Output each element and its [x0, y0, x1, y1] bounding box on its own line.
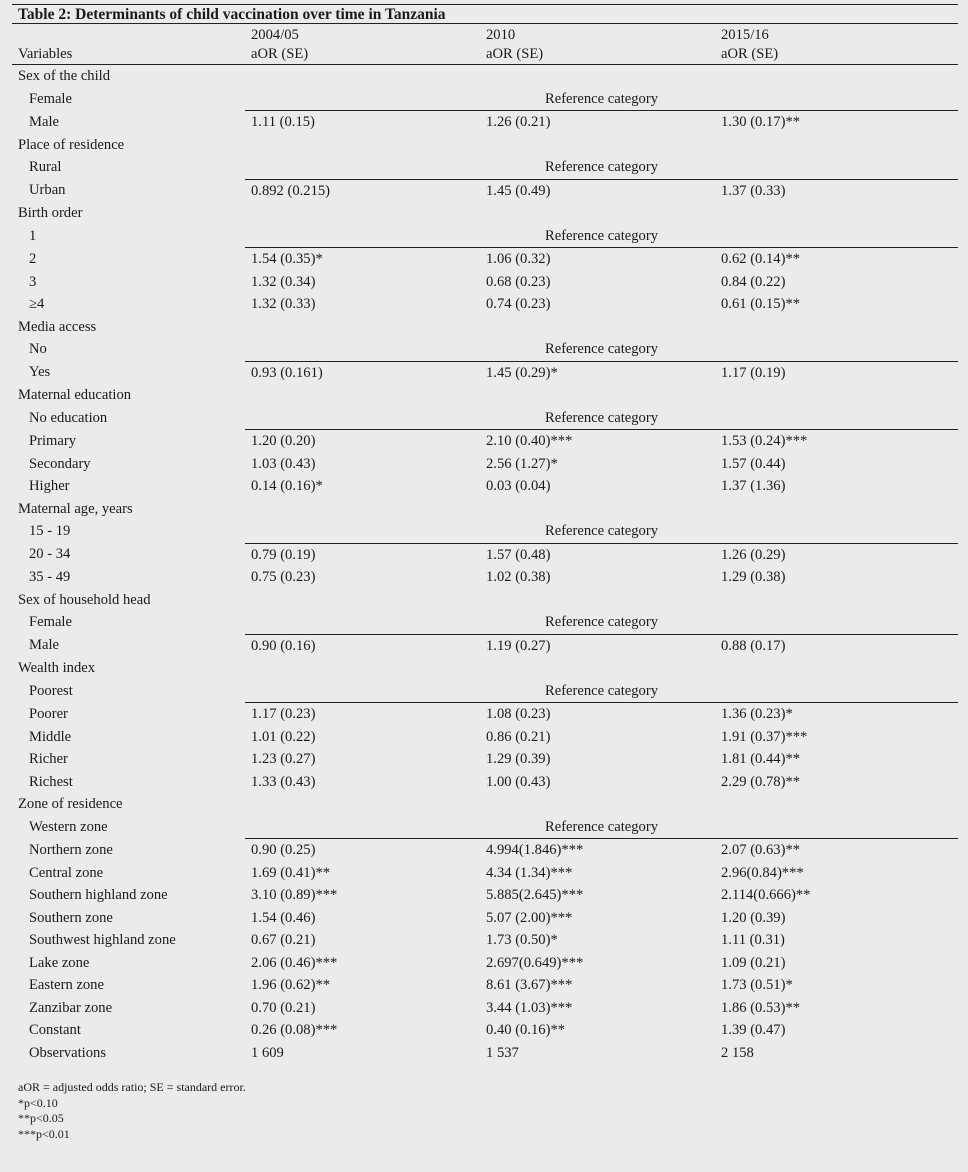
row-label: Middle — [29, 728, 72, 745]
row-label: Poorer — [29, 705, 68, 722]
reference-level-label: Poorest — [29, 682, 73, 699]
table-row — [12, 771, 958, 794]
reference-category-label: Reference category — [245, 88, 958, 111]
header-row-periods — [12, 26, 958, 45]
value-cell: 1.73 (0.50)* — [486, 932, 558, 948]
reference-row — [12, 680, 958, 703]
table-row — [12, 997, 958, 1020]
table-row — [12, 293, 958, 316]
value-cell: 0.84 (0.22) — [721, 273, 786, 290]
stat-header: aOR (SE) — [481, 45, 715, 65]
value-cell: 1.23 (0.27) — [251, 751, 316, 767]
value-cell: 5.885(2.645)*** — [486, 887, 584, 903]
table-row — [12, 748, 958, 771]
value-cell: 0.90 (0.16) — [251, 637, 316, 654]
value-cell: 0.86 (0.21) — [486, 728, 551, 745]
value-cell: 2.56 (1.27)* — [486, 455, 558, 472]
reference-row — [12, 156, 958, 179]
table-row — [12, 543, 958, 566]
reference-row — [12, 520, 958, 543]
reference-row — [12, 816, 958, 839]
value-cell: 1.01 (0.22) — [251, 728, 316, 745]
reference-level-label: 1 — [29, 227, 37, 244]
table-notes — [18, 1080, 246, 1142]
value-cell: 4.994(1.846)*** — [486, 842, 584, 858]
row-label: Eastern zone — [29, 977, 104, 993]
value-cell: 0.14 (0.16)* — [251, 478, 323, 494]
reference-level-label: Rural — [29, 159, 62, 176]
table-row — [12, 179, 958, 202]
stat-header: aOR (SE) — [715, 45, 958, 65]
table-row — [12, 884, 958, 907]
group-label: Maternal education — [18, 387, 132, 403]
group-label: Wealth index — [18, 660, 96, 676]
value-cell: 0.88 (0.17) — [721, 637, 786, 654]
row-label: Zanzibar zone — [29, 999, 113, 1016]
row-label: Lake zone — [29, 954, 90, 971]
row-label: Primary — [29, 432, 77, 449]
value-cell: 1.20 (0.20) — [251, 433, 316, 449]
value-cell: 1.03 (0.43) — [251, 455, 316, 472]
group-row — [12, 202, 958, 225]
value-cell: 1.91 (0.37)*** — [721, 728, 808, 745]
table-row — [12, 952, 958, 975]
note-significance-05: **p<0.05 — [18, 1111, 64, 1125]
period-header: 2010 — [486, 27, 516, 43]
table-row — [12, 361, 958, 384]
table-row — [12, 726, 958, 749]
table-title: Table 2: Determinants of child vaccination over time in Tanzania — [12, 4, 958, 24]
value-cell: 0.68 (0.23) — [486, 273, 551, 290]
value-cell: 1.69 (0.41)** — [251, 864, 331, 881]
value-cell: 1.08 (0.23) — [486, 706, 551, 722]
reference-level-label: Female — [29, 614, 72, 631]
value-cell: 1.45 (0.29)* — [486, 364, 558, 381]
group-label: Sex of the child — [18, 68, 111, 84]
value-cell: 0.93 (0.161) — [251, 364, 323, 381]
value-cell: 1.45 (0.49) — [486, 182, 551, 199]
row-label: Northern zone — [29, 841, 113, 858]
reference-category-label: Reference category — [245, 156, 958, 179]
reference-level-label: Female — [29, 90, 72, 107]
group-row — [12, 65, 958, 88]
row-label: Higher — [29, 478, 70, 494]
group-label: Maternal age, years — [18, 500, 133, 517]
value-cell: 1 609 — [251, 1044, 284, 1061]
table-row — [12, 929, 958, 952]
group-label: Media access — [18, 318, 97, 335]
reference-row — [12, 225, 958, 248]
period-header: 2004/05 — [251, 27, 299, 43]
value-cell: 0.26 (0.08)*** — [251, 1022, 338, 1038]
row-label: Male — [29, 637, 59, 654]
value-cell: 3.10 (0.89)*** — [251, 887, 338, 903]
value-cell: 0.75 (0.23) — [251, 569, 316, 585]
value-cell: 0.40 (0.16)** — [486, 1022, 566, 1038]
value-cell: 1.09 (0.21) — [721, 954, 786, 971]
table-row — [12, 862, 958, 885]
group-row — [12, 498, 958, 521]
period-header: 2015/16 — [721, 27, 769, 43]
table-row — [12, 634, 958, 657]
value-cell: 2.06 (0.46)*** — [251, 954, 338, 971]
table-row — [12, 430, 958, 453]
reference-level-label: No — [29, 341, 47, 358]
row-label: 3 — [29, 273, 37, 290]
reference-level-label: Western zone — [29, 818, 108, 835]
group-row — [12, 384, 958, 407]
group-row — [12, 134, 958, 157]
table-row — [12, 453, 958, 476]
value-cell: 1.29 (0.39) — [486, 751, 551, 767]
value-cell: 0.892 (0.215) — [251, 182, 331, 199]
value-cell: 1.06 (0.32) — [486, 251, 551, 267]
row-label: Southern zone — [29, 909, 113, 926]
value-cell: 4.34 (1.34)*** — [486, 864, 573, 881]
row-label: Southwest highland zone — [29, 932, 176, 948]
value-cell: 2.114(0.666)** — [721, 887, 811, 903]
value-cell: 1.30 (0.17)** — [721, 114, 801, 130]
value-cell: 1.00 (0.43) — [486, 773, 551, 790]
value-cell: 2.10 (0.40)*** — [486, 433, 573, 449]
value-cell: 1.17 (0.23) — [251, 706, 316, 722]
value-cell: 2.96(0.84)*** — [721, 864, 804, 881]
row-label: Yes — [29, 364, 51, 381]
row-label: 2 — [29, 250, 37, 267]
group-label: Sex of household head — [18, 591, 151, 608]
table-row — [12, 475, 958, 498]
value-cell: 1.57 (0.44) — [721, 455, 786, 472]
table-row — [12, 907, 958, 930]
value-cell: 0.03 (0.04) — [486, 478, 551, 494]
value-cell: 1.81 (0.44)** — [721, 751, 801, 767]
value-cell: 8.61 (3.67)*** — [486, 977, 573, 993]
row-label: Male — [29, 113, 59, 130]
value-cell: 2.29 (0.78)** — [721, 773, 801, 790]
value-cell: 1.39 (0.47) — [721, 1022, 786, 1038]
results-table-body — [12, 26, 958, 1064]
row-label: Richest — [29, 773, 73, 790]
value-cell: 1.33 (0.43) — [251, 773, 316, 790]
value-cell: 1.96 (0.62)** — [251, 977, 331, 993]
reference-level-label: No education — [29, 409, 108, 426]
reference-level-label: 15 - 19 — [29, 523, 71, 540]
results-table — [12, 26, 958, 1064]
value-cell: 3.44 (1.03)*** — [486, 999, 573, 1016]
reference-category-label: Reference category — [245, 816, 958, 839]
value-cell: 1.53 (0.24)*** — [721, 433, 808, 449]
group-label: Birth order — [18, 205, 83, 221]
row-label: Secondary — [29, 455, 91, 472]
reference-row — [12, 407, 958, 430]
table-row — [12, 566, 958, 589]
group-row — [12, 589, 958, 612]
reference-category-label: Reference category — [245, 338, 958, 361]
value-cell: 0.79 (0.19) — [251, 546, 316, 563]
row-label: 20 - 34 — [29, 546, 71, 563]
value-cell: 0.61 (0.15)** — [721, 296, 801, 312]
group-label: Zone of residence — [18, 796, 123, 812]
value-cell: 1.57 (0.48) — [486, 546, 551, 563]
value-cell: 1.29 (0.38) — [721, 569, 786, 585]
value-cell: 1.26 (0.21) — [486, 114, 551, 130]
table-row — [12, 1019, 958, 1042]
row-label: Southern highland zone — [29, 887, 168, 903]
reference-row — [12, 88, 958, 111]
value-cell: 1.11 (0.15) — [251, 114, 315, 130]
row-label: Central zone — [29, 864, 104, 881]
reference-row — [12, 611, 958, 634]
value-cell: 2.697(0.649)*** — [486, 954, 584, 971]
value-cell: 0.67 (0.21) — [251, 932, 316, 948]
variables-header: Variables — [12, 45, 245, 65]
reference-row — [12, 338, 958, 361]
table-row — [12, 703, 958, 726]
table-row — [12, 271, 958, 294]
header-row-stats — [12, 45, 958, 65]
value-cell: 1.37 (1.36) — [721, 478, 786, 494]
value-cell: 1.19 (0.27) — [486, 637, 551, 654]
reference-category-label: Reference category — [245, 611, 958, 634]
value-cell: 0.74 (0.23) — [486, 296, 551, 312]
group-row — [12, 316, 958, 339]
table-row — [12, 111, 958, 134]
group-row — [12, 793, 958, 816]
value-cell: 1.17 (0.19) — [721, 364, 786, 381]
row-label: Urban — [29, 182, 66, 199]
row-label: Observations — [29, 1044, 107, 1061]
table-row — [12, 1042, 958, 1065]
note-significance-10: *p<0.10 — [18, 1095, 58, 1110]
value-cell: 0.90 (0.25) — [251, 842, 316, 858]
value-cell: 2.07 (0.63)** — [721, 842, 801, 858]
note-significance-01: ***p<0.01 — [18, 1126, 70, 1141]
value-cell: 1.54 (0.35)* — [251, 251, 323, 267]
row-label: Richer — [29, 751, 68, 767]
value-cell: 0.62 (0.14)** — [721, 251, 801, 267]
table-row — [12, 839, 958, 862]
reference-category-label: Reference category — [245, 680, 958, 703]
value-cell: 1 537 — [486, 1044, 519, 1061]
note-abbreviations: aOR = adjusted odds ratio; SE = standard error. — [18, 1080, 246, 1094]
value-cell: 1.20 (0.39) — [721, 909, 786, 926]
value-cell: 1.32 (0.33) — [251, 296, 316, 312]
value-cell: 1.54 (0.46) — [251, 909, 316, 926]
value-cell: 1.73 (0.51)* — [721, 977, 793, 993]
reference-category-label: Reference category — [245, 407, 958, 430]
value-cell: 0.70 (0.21) — [251, 999, 316, 1016]
value-cell: 5.07 (2.00)*** — [486, 909, 573, 926]
value-cell: 1.86 (0.53)** — [721, 999, 801, 1016]
stat-header: aOR (SE) — [245, 45, 481, 65]
table-row — [12, 248, 958, 271]
group-label: Place of residence — [18, 136, 125, 153]
group-row — [12, 657, 958, 680]
value-cell: 1.02 (0.38) — [486, 569, 551, 585]
row-label: ≥4 — [29, 296, 45, 312]
value-cell: 1.37 (0.33) — [721, 182, 786, 199]
value-cell: 1.36 (0.23)* — [721, 706, 793, 722]
row-label: 35 - 49 — [29, 569, 71, 585]
value-cell: 1.32 (0.34) — [251, 273, 316, 290]
value-cell: 2 158 — [721, 1044, 754, 1061]
reference-category-label: Reference category — [245, 225, 958, 248]
table-row — [12, 974, 958, 997]
value-cell: 1.11 (0.31) — [721, 932, 785, 948]
reference-category-label: Reference category — [245, 520, 958, 543]
row-label: Constant — [29, 1022, 81, 1038]
value-cell: 1.26 (0.29) — [721, 546, 786, 563]
